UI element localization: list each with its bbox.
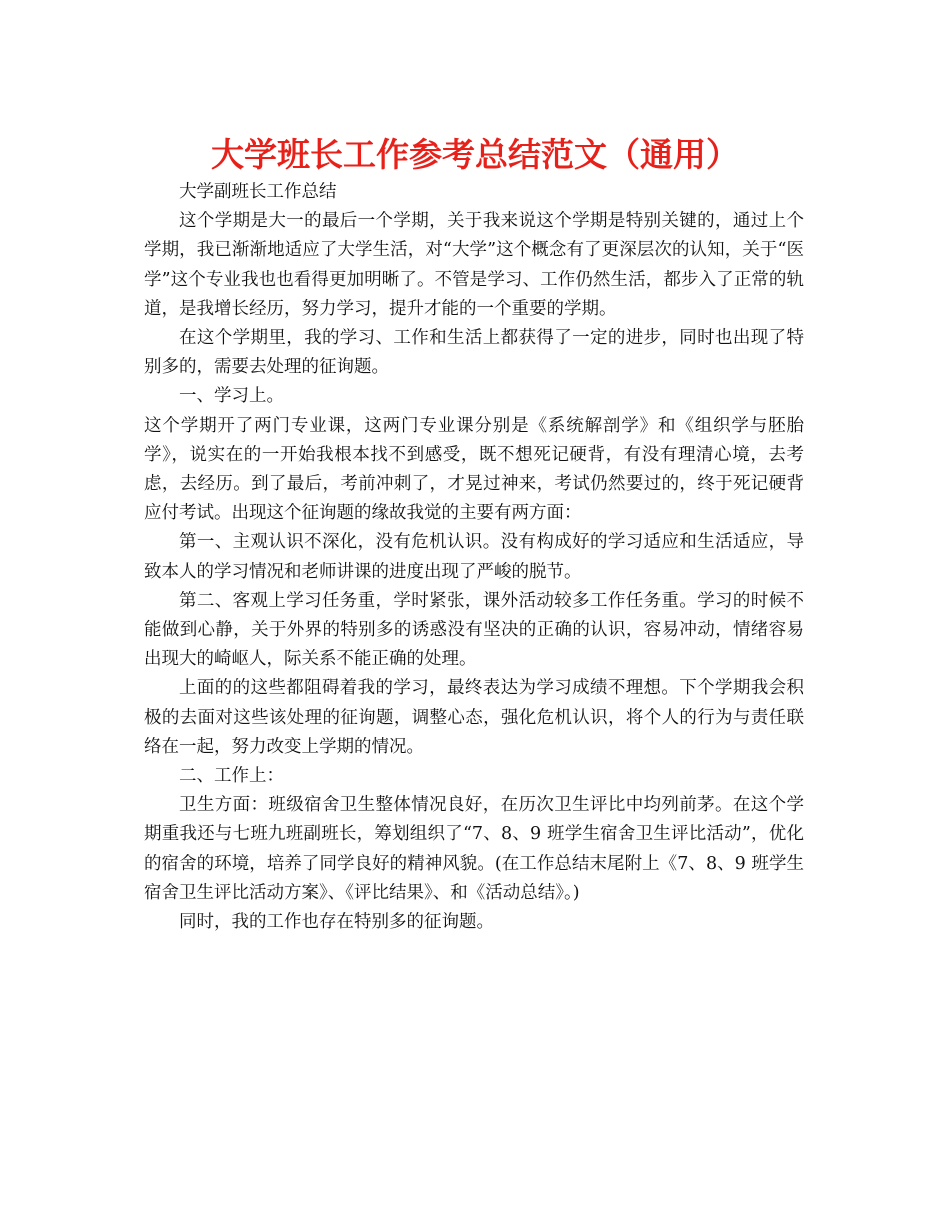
heading-work: 二、工作上：	[179, 766, 284, 787]
paragraph-intro: 这个学期是大一的最后一个学期，关于我来说这个学期是特别关键的，通过上个学期，我已渐渐地适应了大学生活，对“大学”这个概念有了更深层次的认知，关于“医学”这个专业我也也看得更加明晰了。不管是学习、工作仍然生活，都步入了正常的轨道，是我增长经历，努力学习，提升才能的一个重要的学期。	[144, 211, 804, 319]
paragraph-hygiene: 卫生方面：班级宿舍卫生整体情况良好，在历次卫生评比中均列前茅。在这个学期重我还与七班九班副班长，筹划组织了“7、8、9 班学生宿舍卫生评比活动”，优化的宿舍的环境，培养了同学良好的精神风貌。(在工作总结末尾附上《7、8、9 班学生宿舍卫生评比活动方案》、《评比结果》、和《活动总结》。)	[144, 795, 804, 903]
document-title: 大学班长工作参考总结范文（通用）	[211, 135, 739, 174]
paragraph-courses: 这个学期开了两门专业课，这两门专业课分别是《系统解剖学》和《组织学与胚胎学》，说实在的一开始我根本找不到感受，既不想死记硬背，有没有理清心境，去考虑，去经历。到了最后，考前冲刺了，才晃过神来，考试仍然要过的，终于死记硬背应付考试。出现这个征询题的缘故我觉的主要有两方面：	[144, 415, 804, 524]
paragraph-reason-two: 第二、客观上学习任务重，学时紧张，课外活动较多工作任务重。学习的时候不能做到心静，关于外界的特别多的诱惑没有坚决的正确的认识，容易冲动，情绪容易出现大的崎岖人，际关系不能正确的处理。	[144, 590, 804, 670]
paragraph-study-plan: 上面的的这些都阻碍着我的学习，最终表达为学习成绩不理想。下个学期我会积极的去面对这些该处理的征询题，调整心态，强化危机认识，将个人的行为与责任联络在一起，努力改变上学期的情况。	[144, 678, 804, 757]
paragraph-subtitle: 大学副班长工作总结	[179, 182, 337, 202]
paragraph-reason-one: 第一、主观认识不深化，没有危机认识。没有构成好的学习适应和生活适应，导致本人的学习情况和老师讲课的进度出现了严峻的脱节。	[144, 532, 804, 582]
heading-study: 一、学习上。	[179, 386, 284, 407]
paragraph-work-issues: 同时，我的工作也存在特别多的征询题。	[179, 912, 494, 933]
document-body	[144, 178, 804, 937]
paragraph-progress: 在这个学期里，我的学习、工作和生活上都获得了一定的进步，同时也出现了特别多的，需要去处理的征询题。	[144, 328, 804, 378]
